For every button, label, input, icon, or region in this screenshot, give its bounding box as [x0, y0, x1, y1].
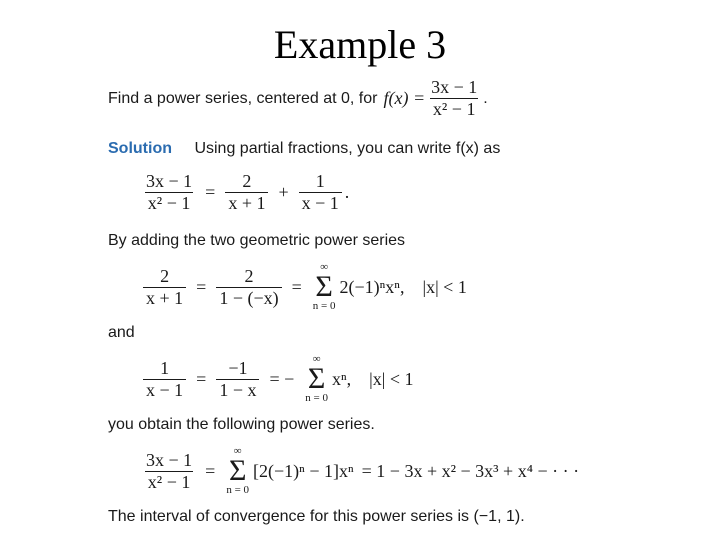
problem-text: Find a power series, centered at 0, for [108, 89, 378, 107]
fraction-denominator: x − 1 [143, 379, 186, 400]
series-expansion: = 1 − 3x + x² − 3x³ + x⁴ − · · · [361, 460, 580, 481]
equation-series-1 [140, 262, 467, 312]
mid-fraction [216, 359, 259, 400]
fraction-denominator: x + 1 [225, 192, 268, 213]
plus-sign: + [278, 182, 289, 202]
lhs-fraction [143, 267, 186, 308]
term1-fraction [225, 172, 268, 213]
equation-series-2 [140, 354, 414, 404]
fraction-numerator: 3x − 1 [431, 77, 478, 97]
sum-lower-limit: n = 0 [226, 484, 250, 496]
equals-sign: = [205, 182, 216, 202]
sum-upper-limit: ∞ [320, 261, 329, 273]
fraction-numerator: 2 [244, 265, 254, 286]
lhs-fraction [143, 359, 186, 400]
slide-title: Example 3 [273, 22, 447, 67]
fraction-denominator: 1 − x [216, 379, 259, 400]
convergence-condition: |x| < 1 [422, 276, 467, 297]
fraction-denominator: x² − 1 [145, 192, 194, 213]
sum-lower-limit: n = 0 [312, 300, 336, 312]
solution-label: Solution [108, 140, 172, 157]
fraction-numerator: 1 [160, 357, 170, 378]
fraction-numerator: −1 [228, 357, 248, 378]
fraction-numerator: 2 [242, 171, 252, 191]
period: . [344, 182, 350, 202]
sum-upper-limit: ∞ [233, 445, 242, 457]
equals-sign: = [205, 460, 216, 481]
fraction-numerator: 2 [160, 265, 170, 286]
equals-minus: = − [269, 368, 295, 389]
sigma-symbol: Σ [307, 362, 326, 395]
sum-lower-limit: n = 0 [305, 392, 328, 404]
by-adding-text: By adding the two geometric power series [108, 232, 406, 249]
series-term: xⁿ, [332, 368, 352, 389]
summation [226, 446, 249, 496]
series-term: 2(−1)ⁿxⁿ, [339, 276, 405, 297]
fraction-denominator: 1 − (−x) [216, 287, 281, 308]
series-term: [2(−1)ⁿ − 1]xⁿ [253, 460, 354, 481]
sigma-symbol: Σ [315, 270, 333, 303]
problem-statement [108, 78, 488, 119]
solution-line [108, 140, 500, 158]
equals-sign: = [291, 276, 302, 297]
lhs-fraction [143, 172, 195, 213]
equals-sign: = [196, 276, 207, 297]
fraction-numerator: 1 [315, 171, 325, 191]
equation-result [140, 446, 579, 496]
term2-fraction [299, 172, 342, 213]
fraction-denominator: x − 1 [299, 192, 342, 213]
sigma-symbol: Σ [228, 454, 247, 487]
problem-fraction [428, 78, 480, 119]
fraction-denominator: x² − 1 [430, 98, 479, 119]
equation-partial-fractions [140, 172, 349, 213]
problem-fx: f(x) = [383, 88, 426, 108]
equals-sign: = [196, 368, 207, 389]
mid-fraction [216, 267, 281, 308]
you-obtain-text: you obtain the following power series. [108, 416, 375, 433]
fraction-denominator: x² − 1 [145, 471, 194, 492]
and-text: and [108, 324, 135, 341]
sum-upper-limit: ∞ [312, 353, 321, 365]
fraction-denominator: x + 1 [143, 287, 186, 308]
convergence-condition: |x| < 1 [369, 368, 414, 389]
solution-text: Using partial fractions, you can write f(x) as [194, 140, 501, 157]
summation [313, 262, 336, 312]
conclusion-text: The interval of convergence for this power series is (−1, 1). [108, 508, 525, 525]
fraction-numerator: 3x − 1 [146, 171, 193, 191]
period: . [483, 89, 488, 107]
lhs-fraction [143, 451, 195, 492]
fraction-numerator: 3x − 1 [146, 449, 193, 470]
summation [305, 354, 328, 404]
